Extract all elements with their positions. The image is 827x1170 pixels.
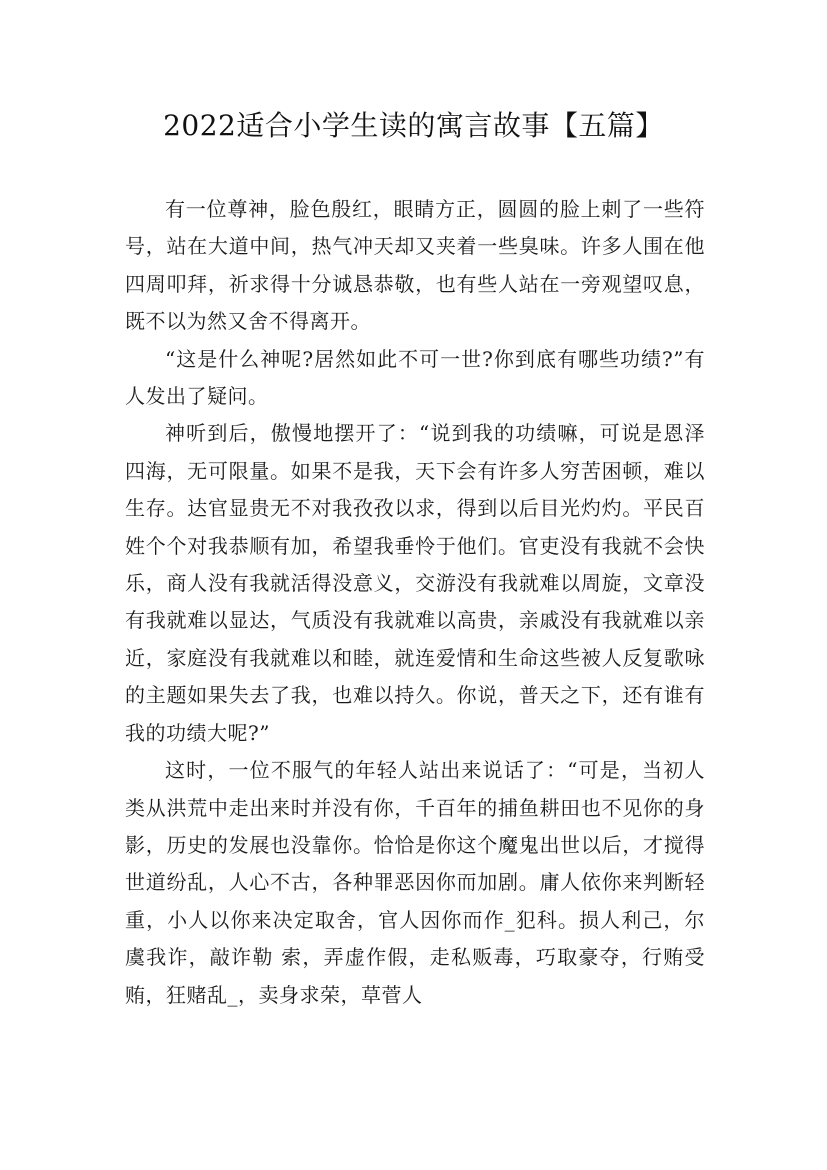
paragraph-2: “这是什么神呢?居然如此不可一世?你到底有哪些功绩?”有人发出了疑问。: [125, 346, 705, 409]
paragraph-4: 这时，一位不服气的年轻人站出来说话了：“可是，当初人类从洪荒中走出来时并没有你，千百年的捕鱼耕田也不见你的身影，历史的发展也没靠你。恰恰是你这个魔鬼出世以后，才搅得世道纷乱，人心不古，各种罪恶因你而加剧。庸人依你来判断轻重，小人以你来决定取舍，官人因你而作_犯科。损人利己，尔虞我诈，敲诈勒 索，弄虚作假，走私贩毒，巧取豪夺，行贿受贿，狂赌乱_，卖身求荣，草菅人: [125, 758, 705, 1007]
paragraph-1: 有一位尊神，脸色殷红，眼睛方正，圆圆的脸上刺了一些符号，站在大道中间，热气冲天却又夹着一些臭味。许多人围在他四周叩拜，祈求得十分诚恳恭敬，也有些人站在一旁观望叹息，既不以为然又舍不得离开。: [125, 197, 705, 334]
story-body: [125, 191, 705, 1014]
paragraph-3: 神听到后，傲慢地摆开了：“说到我的功绩嘛，可说是恩泽四海，无可限量。如果不是我，天下会有许多人穷苦困顿，难以生存。达官显贵无不对我孜孜以求，得到以后目光灼灼。平民百姓个个对我恭顺有加，希望我垂怜于他们。官吏没有我就不会快乐，商人没有我就活得没意义，交游没有我就难以周旋，文章没有我就难以显达，气质没有我就难以高贵，亲戚没有我就难以亲近，家庭没有我就难以和睦，就连爱情和生命这些被人反复歌咏的主题如果失去了我，也难以持久。你说，普天之下，还有谁有我的功绩大呢?”: [125, 421, 705, 745]
page-title: 2022适合小学生读的寓言故事【五篇】: [163, 109, 664, 142]
